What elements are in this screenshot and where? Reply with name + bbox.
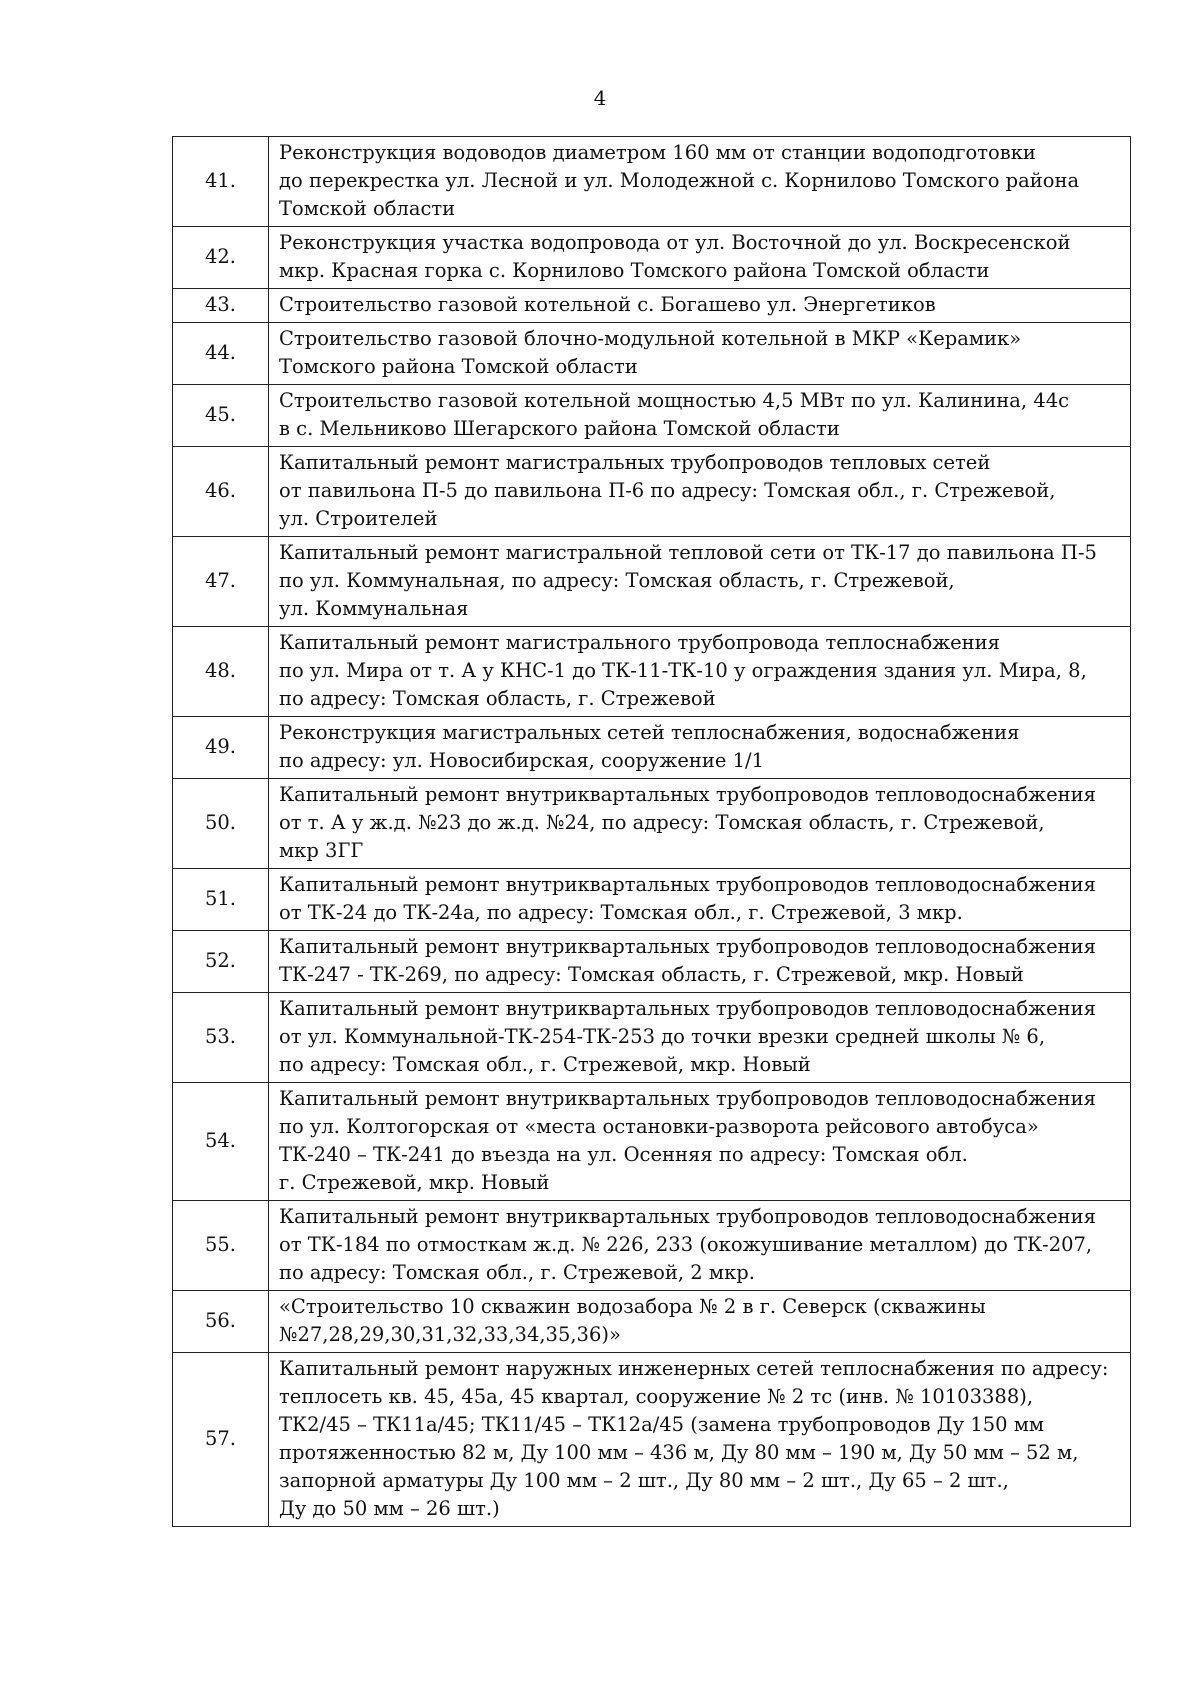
row-number: 50. xyxy=(173,779,269,869)
table-row xyxy=(173,537,1131,627)
row-number: 56. xyxy=(173,1291,269,1353)
row-description xyxy=(269,931,1131,993)
description-line: Капитальный ремонт магистрального трубопровода теплоснабжения xyxy=(279,631,1000,654)
description-line: по ул. Колтогорская от «места остановки-разворота рейсового автобуса» xyxy=(279,1115,1039,1138)
description-line: по адресу: Томская область, г. Стрежевой xyxy=(279,687,716,710)
objects-table xyxy=(172,136,1131,1527)
row-description xyxy=(269,1201,1131,1291)
description-line: ТК2/45 – ТК11а/45; ТК11/45 – ТК12а/45 (замена трубопроводов Ду 150 мм xyxy=(279,1413,1045,1436)
description-line: Ду до 50 мм – 26 шт.) xyxy=(279,1497,500,1520)
row-description xyxy=(269,1291,1131,1353)
description-line: Капитальный ремонт внутриквартальных трубопроводов тепловодоснабжения xyxy=(279,935,1096,958)
table-row xyxy=(173,717,1131,779)
description-line: до перекрестка ул. Лесной и ул. Молодежной с. Корнилово Томского района xyxy=(279,169,1080,192)
row-description xyxy=(269,227,1131,289)
description-line: Томского района Томской области xyxy=(279,355,638,378)
row-number: 55. xyxy=(173,1201,269,1291)
row-description xyxy=(269,627,1131,717)
table-row xyxy=(173,1353,1131,1527)
row-number: 52. xyxy=(173,931,269,993)
row-description xyxy=(269,1353,1131,1527)
description-line: ТК-247 - ТК-269, по адресу: Томская область, г. Стрежевой, мкр. Новый xyxy=(279,963,1024,986)
table-row xyxy=(173,385,1131,447)
table-row xyxy=(173,447,1131,537)
description-line: теплосеть кв. 45, 45а, 45 квартал, сооружение № 2 тс (инв. № 10103388), xyxy=(279,1385,1034,1408)
row-number: 47. xyxy=(173,537,269,627)
row-number: 42. xyxy=(173,227,269,289)
table-row xyxy=(173,323,1131,385)
row-number: 48. xyxy=(173,627,269,717)
row-description xyxy=(269,717,1131,779)
description-line: Реконструкция водоводов диаметром 160 мм от станции водоподготовки xyxy=(279,141,1036,164)
row-description xyxy=(269,447,1131,537)
description-line: Капитальный ремонт внутриквартальных трубопроводов тепловодоснабжения xyxy=(279,1205,1096,1228)
description-line: ул. Коммунальная xyxy=(279,597,469,620)
row-description xyxy=(269,289,1131,323)
description-line: Реконструкция участка водопровода от ул. Восточной до ул. Воскресенской xyxy=(279,231,1071,254)
description-line: от ул. Коммунальной-ТК-254-ТК-253 до точки врезки средней школы № 6, xyxy=(279,1025,1046,1048)
row-number: 41. xyxy=(173,137,269,227)
row-description xyxy=(269,323,1131,385)
row-number: 43. xyxy=(173,289,269,323)
description-line: по адресу: Томская обл., г. Стрежевой, 2 мкр. xyxy=(279,1261,755,1284)
description-line: по ул. Коммунальная, по адресу: Томская область, г. Стрежевой, xyxy=(279,569,955,592)
description-line: г. Стрежевой, мкр. Новый xyxy=(279,1171,550,1194)
row-description xyxy=(269,137,1131,227)
description-line: Капитальный ремонт магистральной тепловой сети от ТК-17 до павильона П-5 xyxy=(279,541,1097,564)
row-description xyxy=(269,993,1131,1083)
table-row xyxy=(173,1083,1131,1201)
description-line: по ул. Мира от т. А у КНС-1 до ТК-11-ТК-10 у ограждения здания ул. Мира, 8, xyxy=(279,659,1087,682)
description-line: Капитальный ремонт внутриквартальных трубопроводов тепловодоснабжения xyxy=(279,1087,1096,1110)
row-description xyxy=(269,869,1131,931)
row-number: 53. xyxy=(173,993,269,1083)
description-line: от ТК-184 по отмосткам ж.д. № 226, 233 (окожушивание металлом) до ТК-207, xyxy=(279,1233,1093,1256)
page-number: 4 xyxy=(593,86,607,110)
description-line: в с. Мельниково Шегарского района Томской области xyxy=(279,417,840,440)
description-line: ул. Строителей xyxy=(279,507,438,530)
description-line: Капитальный ремонт внутриквартальных трубопроводов тепловодоснабжения xyxy=(279,997,1096,1020)
description-line: Капитальный ремонт внутриквартальных трубопроводов тепловодоснабжения xyxy=(279,783,1096,806)
description-line: протяженностью 82 м, Ду 100 мм – 436 м, Ду 80 мм – 190 м, Ду 50 мм – 52 м, xyxy=(279,1441,1079,1464)
row-description xyxy=(269,779,1131,869)
row-number: 46. xyxy=(173,447,269,537)
row-number: 51. xyxy=(173,869,269,931)
description-line: Строительство газовой котельной с. Богашево ул. Энергетиков xyxy=(279,293,936,316)
description-line: запорной арматуры Ду 100 мм – 2 шт., Ду 80 мм – 2 шт., Ду 65 – 2 шт., xyxy=(279,1469,1009,1492)
description-line: мкр. Красная горка с. Корнилово Томского района Томской области xyxy=(279,259,990,282)
description-line: Капитальный ремонт магистральных трубопроводов тепловых сетей xyxy=(279,451,991,474)
description-line: №27,28,29,30,31,32,33,34,35,36)» xyxy=(279,1323,621,1346)
description-line: ТК-240 – ТК-241 до въезда на ул. Осенняя по адресу: Томская обл. xyxy=(279,1143,968,1166)
table-row xyxy=(173,869,1131,931)
row-number: 57. xyxy=(173,1353,269,1527)
description-line: мкр 3ГГ xyxy=(279,839,364,862)
table-row xyxy=(173,993,1131,1083)
table-row xyxy=(173,779,1131,869)
description-line: «Строительство 10 скважин водозабора № 2 в г. Северск (скважины xyxy=(279,1295,986,1318)
table-row xyxy=(173,227,1131,289)
table-row xyxy=(173,1291,1131,1353)
row-description xyxy=(269,537,1131,627)
description-line: по адресу: ул. Новосибирская, сооружение 1/1 xyxy=(279,749,764,772)
description-line: Реконструкция магистральных сетей теплоснабжения, водоснабжения xyxy=(279,721,1020,744)
row-number: 54. xyxy=(173,1083,269,1201)
table-body xyxy=(173,137,1131,1527)
description-line: от т. А у ж.д. №23 до ж.д. №24, по адресу: Томская область, г. Стрежевой, xyxy=(279,811,1045,834)
row-description xyxy=(269,385,1131,447)
description-line: от павильона П-5 до павильона П-6 по адресу: Томская обл., г. Стрежевой, xyxy=(279,479,1056,502)
table-row xyxy=(173,137,1131,227)
row-number: 45. xyxy=(173,385,269,447)
description-line: Капитальный ремонт внутриквартальных трубопроводов тепловодоснабжения xyxy=(279,873,1096,896)
row-description xyxy=(269,1083,1131,1201)
description-line: по адресу: Томская обл., г. Стрежевой, мкр. Новый xyxy=(279,1053,811,1076)
description-line: Строительство газовой блочно-модульной котельной в МКР «Керамик» xyxy=(279,327,1022,350)
row-number: 44. xyxy=(173,323,269,385)
row-number: 49. xyxy=(173,717,269,779)
description-line: Капитальный ремонт наружных инженерных сетей теплоснабжения по адресу: xyxy=(279,1357,1109,1380)
description-line: Строительство газовой котельной мощностью 4,5 МВт по ул. Калинина, 44с xyxy=(279,389,1070,412)
table-row xyxy=(173,627,1131,717)
table-row xyxy=(173,289,1131,323)
description-line: Томской области xyxy=(279,197,456,220)
table-row xyxy=(173,931,1131,993)
description-line: от ТК-24 до ТК-24а, по адресу: Томская обл., г. Стрежевой, 3 мкр. xyxy=(279,901,963,924)
table-row xyxy=(173,1201,1131,1291)
